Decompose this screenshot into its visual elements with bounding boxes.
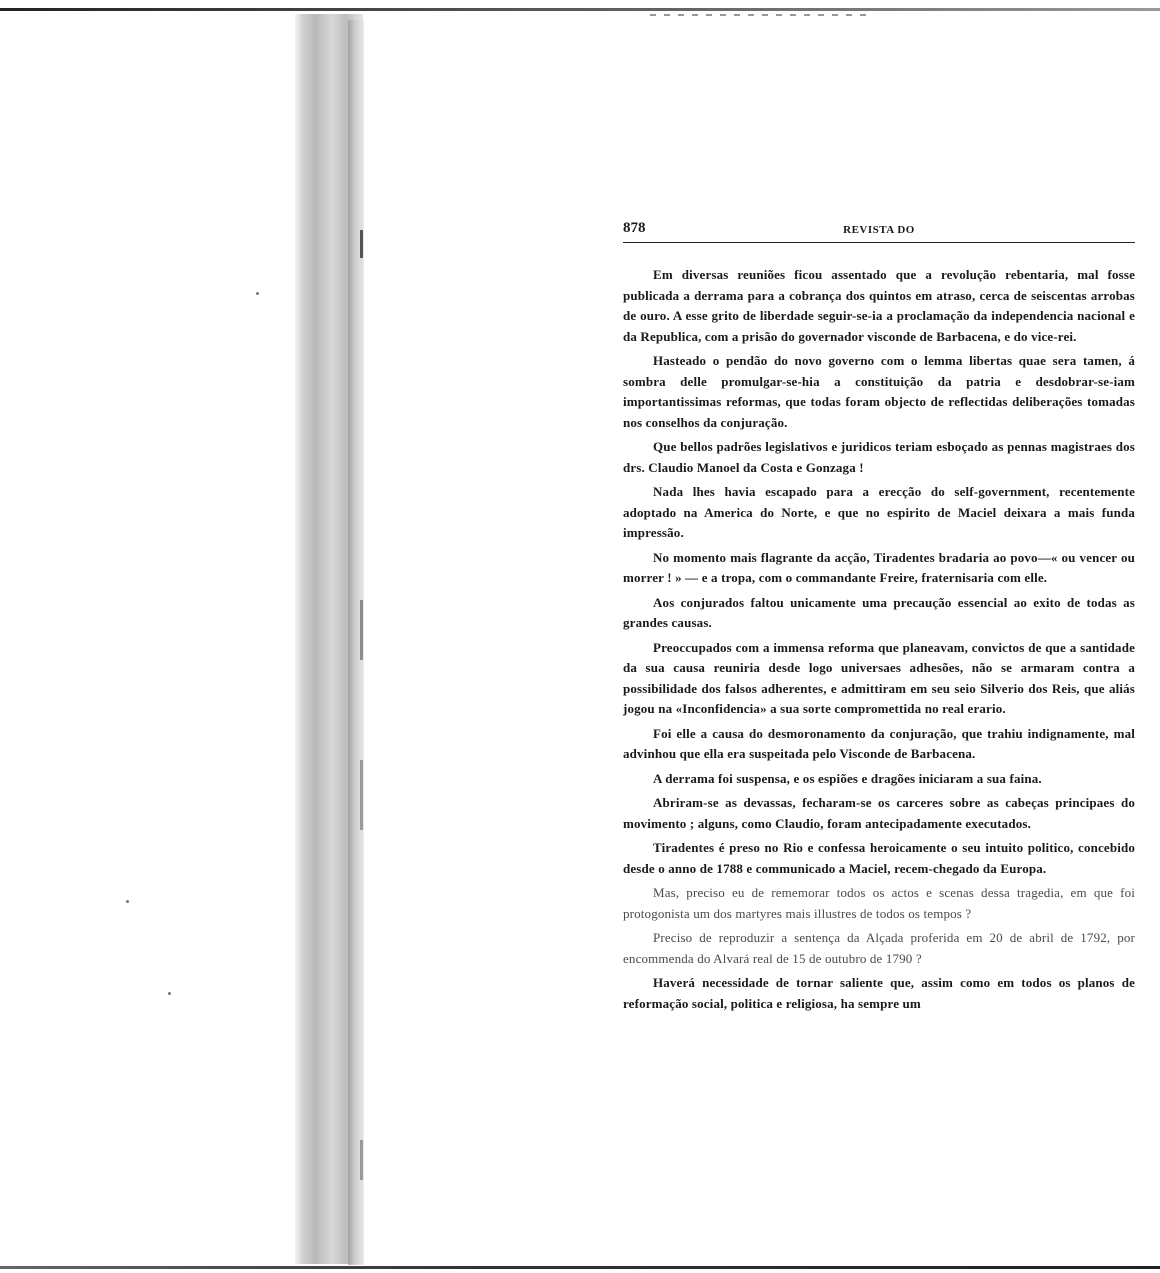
paragraph: Tiradentes é preso no Rio e confessa heroicamente o seu intuito politico, concebido desde o anno de 1788 e communicado a Maciel, recem-chegado da Europa.: [623, 840, 1135, 876]
scan-top-edge: [0, 8, 1160, 11]
paragraph: Preciso de reproduzir a sentença da Alçada proferida em 20 de abril de 1792, por encommenda do Alvará real de 15 de outubro de 1790 ?: [623, 930, 1135, 966]
scan-speck: [256, 292, 259, 295]
paragraph: Haverá necessidade de tornar saliente que, assim como em todos os planos de reformação social, politica e religiosa, ha sempre um: [623, 975, 1135, 1011]
paragraph: Em diversas reuniões ficou assentado que a revolução rebentaria, mal fosse publicada a derrama para a cobrança dos quintos em atraso, cerca de seiscentas arrobas de ouro. A esse grito de liberdade seguir-se-ia a proclamação da independencia nacional e da Republica, com a prisão do governador visconde de Barbacena, e do vice-rei.: [623, 267, 1135, 344]
paragraph: Aos conjurados faltou unicamente uma precaução essencial ao exito de todas as grandes causas.: [623, 594, 1135, 630]
paragraph: No momento mais flagrante da acção, Tiradentes bradaria ao povo—« ou vencer ou morrer ! » — e a tropa, com o commandante Freire, fraternisaria com elle.: [623, 549, 1135, 585]
gutter-mark: [360, 600, 363, 660]
scan-speck: [168, 992, 171, 995]
paragraph: Foi elle a causa do desmoronamento da conjuração, que trahiu indignamente, mal advinhou que ella era suspeitada pelo Visconde de Barbacena.: [623, 725, 1135, 761]
page-header: [623, 218, 1135, 243]
body-text: [623, 265, 1135, 1014]
scan-speck: [126, 900, 129, 903]
paragraph: Nada lhes havia escapado para a erecção do self-government, recentemente adoptado na America do Norte, e que no espirito de Maciel deixara a mais funda impressão.: [623, 484, 1135, 540]
scan-bottom-edge: [0, 1266, 1160, 1269]
gutter-mark: [360, 1140, 363, 1180]
book-page: [623, 218, 1135, 1018]
scan-top-specks: [650, 14, 870, 16]
paragraph: Abriram-se as devassas, fecharam-se os carceres sobre as cabeças principaes do movimento ; alguns, como Claudio, foram antecipadamente executados.: [623, 795, 1135, 831]
blank-facing-page: [0, 0, 300, 1273]
page-number: 878: [623, 220, 646, 236]
gutter-mark: [360, 230, 363, 258]
paragraph: Que bellos padrões legislativos e juridicos teriam esboçado as pennas magistraes dos drs. Claudio Manoel da Costa e Gonzaga !: [623, 439, 1135, 475]
paragraph: Preoccupados com a immensa reforma que planeavam, convictos de que a santidade da sua causa reuniria desde logo universaes adhesões, não se armaram contra a possibilidade dos falsos adherentes, e admittiram em seu seio Silverio dos Reis, que aliás jogou na «Inconfidencia» a sua sorte compromettida no real erario.: [623, 639, 1135, 716]
running-head: REVISTA DO: [843, 224, 915, 236]
paragraph: Mas, preciso eu de rememorar todos os actos e scenas dessa tragedia, em que foi protogonista um dos martyres mais illustres de todos os tempos ?: [623, 885, 1135, 921]
gutter-mark: [360, 760, 363, 830]
paragraph: Hasteado o pendão do novo governo com o lemma libertas quae sera tamen, á sombra delle promulgar-se-hia a constituição da patria e desdobrar-se-iam importantissimas reformas, que todas foram objecto de reflectidas deliberações tomadas nos conselhos da conjuração.: [623, 353, 1135, 430]
paragraph: A derrama foi suspensa, e os espiões e dragões iniciaram a sua faina.: [653, 770, 1042, 786]
